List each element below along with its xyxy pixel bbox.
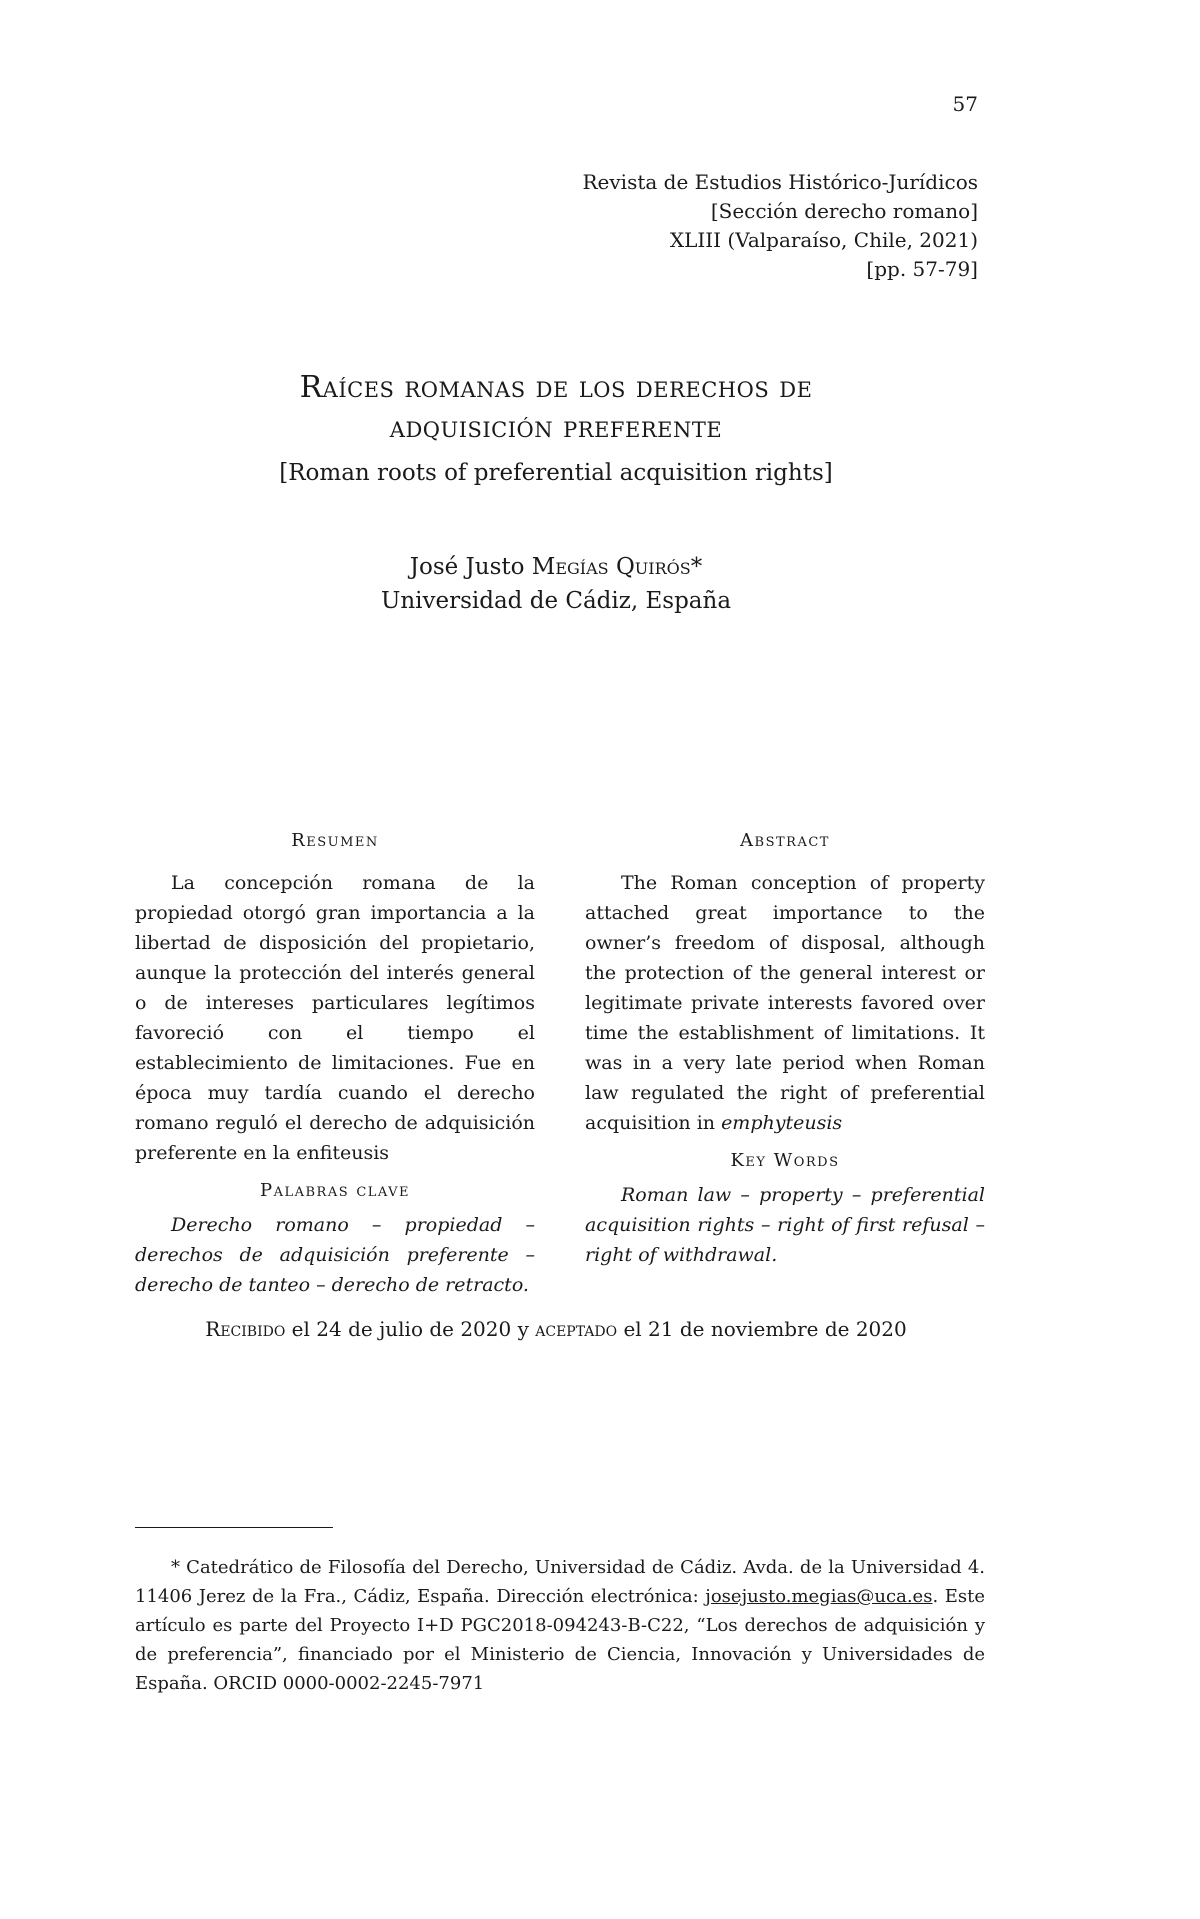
abstract-text-main: The Roman conception of property attached great importance to the owner’s freedom of disposal, although the protection of the general interest or legitimate private interests favored over time the establishment of limitations. It was in a very late period when Roman law regulated the right of preferential acquisition in <box>585 872 985 1134</box>
key-words-heading: Key Words <box>730 1150 840 1171</box>
page-number: 57 <box>952 92 978 116</box>
author-email-link[interactable]: josejusto.megias@uca.es <box>705 1586 933 1607</box>
accepted-date: el 21 de noviembre de 2020 <box>617 1317 907 1341</box>
article-title-line2: adquisición preferente <box>389 410 723 445</box>
palabras-clave-heading: Palabras clave <box>259 1180 411 1201</box>
resumen-text: La concepción romana de la propiedad otorgó gran importancia a la libertad de disposición del propietario, aunque la protección del interés general o de intereses particulares legítimos favoreció con el tiempo el establecimiento de limitaciones. Fue en época muy tardía cuando el derecho romano reguló el derecho de adquisición preferente en la enfiteusis <box>135 872 535 1164</box>
article-subtitle: [Roman roots of preferential acquisition rights] <box>279 460 833 486</box>
journal-info <box>582 168 978 284</box>
abstract-column <box>585 826 985 1300</box>
journal-name: Revista de Estudios Histórico-Jurídicos <box>582 170 978 194</box>
resumen-heading: Resumen <box>291 830 379 851</box>
journal-pages: [pp. 57-79] <box>866 257 978 281</box>
journal-volume: XLIII (Valparaíso, Chile, 2021) <box>669 228 978 252</box>
author-surname: Megías Quirós* <box>531 554 703 580</box>
abstract-columns <box>135 826 985 1300</box>
footnote-text-part1: * Catedrático de Filosofía del Derecho, Universidad de Cádiz. Avda. de la Universidad 4. 11406 Jerez de la Fra., Cádiz, España. Dirección electrónica: <box>135 1557 985 1607</box>
author-name <box>0 550 1112 584</box>
author-affiliation: Universidad de Cádiz, España <box>380 588 732 614</box>
footnote-text-part2: . Este artículo es parte del Proyecto I+D PGC2018-094243-B-C22, “Los derechos de adquisición y de preferencia”, financiado por el Ministerio de Ciencia, Innovación y Universidades de España. ORCID 0000-0002-2245-7971 <box>135 1586 985 1694</box>
resumen-column <box>135 826 535 1300</box>
accepted-label: aceptado <box>535 1317 618 1341</box>
footnote-rule <box>135 1527 333 1528</box>
abstract-heading: Abstract <box>740 830 830 851</box>
journal-section: [Sección derecho romano] <box>710 199 978 223</box>
key-words-text: Roman law – property – preferential acquisition rights – right of first refusal – right of withdrawal. <box>585 1184 985 1266</box>
author-block <box>0 550 1112 618</box>
author-given-name: José Justo <box>409 554 532 580</box>
received-accepted-line <box>0 1317 1112 1341</box>
article-title <box>0 368 1112 448</box>
received-date: el 24 de julio de 2020 y <box>285 1317 536 1341</box>
article-title-line1: Raíces romanas de los derechos de <box>299 370 813 405</box>
received-label: Recibido <box>205 1317 286 1341</box>
palabras-clave-text: Derecho romano – propiedad – derechos de adquisición preferente – derecho de tanteo – derecho de retracto. <box>135 1214 535 1296</box>
abstract-text-italic: emphyteusis <box>721 1112 843 1134</box>
title-block <box>0 368 1112 486</box>
abstract-text <box>585 868 985 1138</box>
footnote <box>135 1553 985 1698</box>
